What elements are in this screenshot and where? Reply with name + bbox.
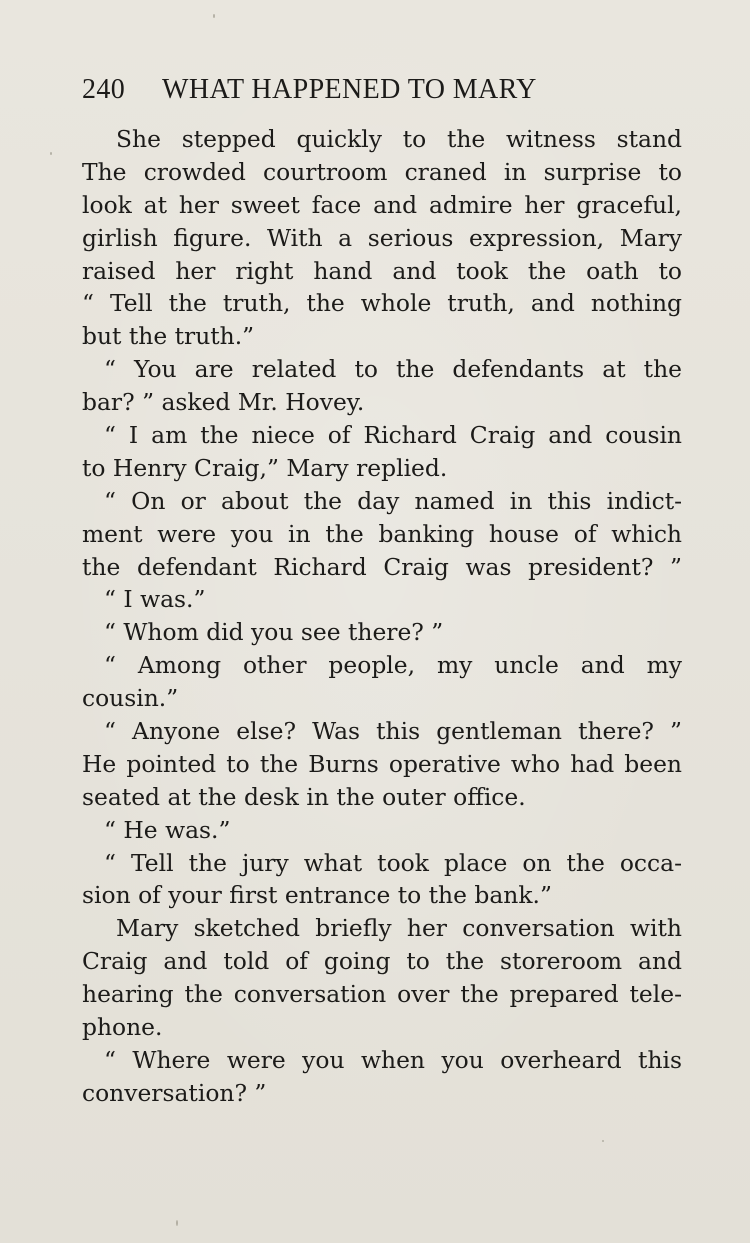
text-line: The crowded courtroom craned in surprise to bbox=[82, 157, 682, 186]
running-head bbox=[82, 72, 537, 108]
text-line: phone. bbox=[82, 1013, 163, 1042]
text-line: He pointed to the Burns operative who had been bbox=[82, 749, 682, 778]
text-line: ment were you in the banking house of which bbox=[82, 519, 682, 548]
text-line: “ Whom did you see there? ” bbox=[104, 618, 444, 647]
text-line: “ Among other people, my uncle and my bbox=[104, 651, 682, 680]
running-title: WHAT HAPPENED TO MARY bbox=[162, 74, 537, 105]
text-line: sion of your first entrance to the bank.” bbox=[82, 881, 552, 910]
text-line: “ I am the niece of Richard Craig and cousin bbox=[104, 421, 682, 450]
text-line: raised her right hand and took the oath to bbox=[82, 256, 682, 285]
text-line: hearing the conversation over the prepared tele- bbox=[82, 980, 682, 1009]
text-line: “ Tell the truth, the whole truth, and nothing bbox=[82, 289, 682, 318]
text-line: “ Anyone else? Was this gentleman there? ” bbox=[104, 717, 682, 746]
text-line: Mary sketched briefly her conversation with bbox=[116, 914, 682, 943]
text-line: to Henry Craig,” Mary replied. bbox=[82, 453, 448, 482]
text-line: the defendant Richard Craig was president? ” bbox=[82, 552, 682, 581]
text-line: “ I was.” bbox=[104, 585, 206, 614]
paper-speck bbox=[50, 152, 52, 155]
text-line: “ Where were you when you overheard this bbox=[104, 1045, 682, 1074]
page-number: 240 bbox=[82, 74, 126, 105]
text-line: seated at the desk in the outer office. bbox=[82, 782, 526, 811]
text-line: bar? ” asked Mr. Hovey. bbox=[82, 388, 365, 417]
text-line: but the truth.” bbox=[82, 322, 255, 351]
text-line: “ You are related to the defendants at the bbox=[104, 355, 682, 384]
text-line: “ He was.” bbox=[104, 815, 231, 844]
text-line: She stepped quickly to the witness stand bbox=[116, 125, 682, 153]
text-line: look at her sweet face and admire her graceful, bbox=[82, 190, 682, 219]
text-line: “ Tell the jury what took place on the occa- bbox=[104, 848, 682, 877]
paper-speck bbox=[176, 1220, 178, 1226]
text-line: conversation? ” bbox=[82, 1078, 267, 1107]
paper-speck bbox=[602, 1140, 604, 1142]
text-line: cousin.” bbox=[82, 684, 179, 713]
paper-speck bbox=[213, 14, 215, 18]
text-line: girlish figure. With a serious expression, Mary bbox=[82, 223, 682, 252]
body-text bbox=[82, 123, 682, 1110]
text-line: “ On or about the day named in this indict- bbox=[104, 486, 682, 515]
text-line: Craig and told of going to the storeroom and bbox=[82, 947, 682, 976]
